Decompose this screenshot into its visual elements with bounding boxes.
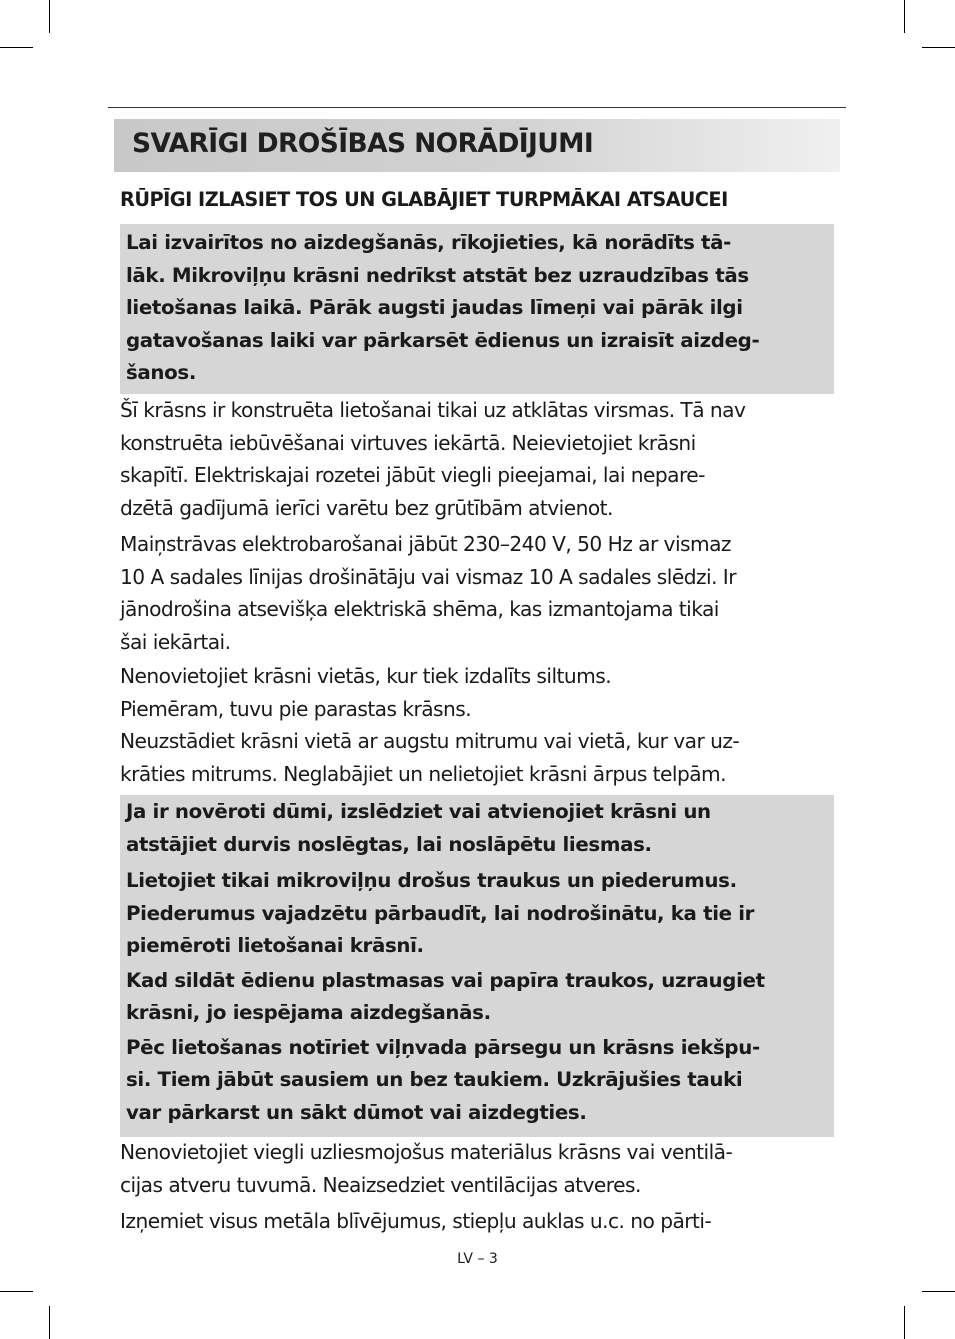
crop-mark — [49, 1306, 50, 1339]
warning-line: lietošanas laikā. Pārāk augsti jaudas līmeņi vai pārāk ilgi — [126, 296, 743, 319]
warning-line: gatavošanas laiki var pārkarsēt ēdienus un izraisīt aizdeg- — [126, 328, 760, 352]
section-title: SVARĪGI DROŠĪBAS NORĀDĪJUMI — [132, 128, 594, 159]
paragraph-line: Nenovietojiet viegli uzliesmojošus materiālus krāsns vai ventilā- — [120, 1140, 733, 1164]
warning-line: var pārkarst un sākt dūmot vai aizdegties. — [126, 1100, 587, 1124]
warning-line: Kad sildāt ēdienu plastmasas vai papīra traukos, uzraugiet — [126, 968, 765, 992]
crop-mark — [904, 0, 905, 33]
subheading: RŪPĪGI IZLASIET TOS UN GLABĀJIET TURPMĀKAI ATSAUCEI — [120, 188, 728, 211]
warning-line: lāk. Mikroviļņu krāsni nedrīkst atstāt bez uzraudzības tās — [126, 263, 749, 287]
paragraph-line: Nenovietojiet krāsni vietās, kur tiek izdalīts siltums. — [120, 664, 612, 688]
paragraph-line: jānodrošina atsevišķa elektriskā shēma, kas izmantojama tikai — [120, 597, 719, 621]
warning-line: Pēc lietošanas notīriet viļņvada pārsegu un krāsns iekšpu- — [126, 1035, 760, 1059]
paragraph-line: cijas atveru tuvumā. Neaizsedziet ventilācijas atveres. — [120, 1172, 641, 1197]
warning-line: Ja ir novēroti dūmi, izslēdziet vai atvienojiet krāsni un — [126, 800, 711, 823]
section-banner — [114, 119, 840, 172]
crop-mark — [0, 1291, 33, 1292]
paragraph-line: konstruēta iebūvēšanai virtuves iekārtā. Neievietojiet krāsni — [120, 430, 696, 455]
paragraph-line: dzētā gadījumā ierīci varētu bez grūtībām atvienot. — [120, 495, 613, 520]
paragraph-5 — [120, 1205, 711, 1238]
paragraph-line: Šī krāsns ir konstruēta lietošanai tikai uz atklātas virsmas. Tā nav — [120, 398, 746, 422]
page-number: LV – 3 — [457, 1251, 498, 1267]
paragraph-line: Neuzstādiet krāsni vietā ar augstu mitrumu vai vietā, kur var uz- — [120, 729, 740, 753]
crop-mark — [922, 47, 955, 48]
warning-line: piemēroti lietošanai krāsnī. — [126, 934, 424, 957]
crop-mark — [904, 1306, 905, 1339]
warning-box-2 — [120, 795, 834, 1137]
paragraph-2 — [120, 528, 736, 658]
paragraph-4 — [120, 1136, 732, 1201]
header-rule — [108, 107, 846, 108]
warning-box-1 — [120, 224, 834, 394]
paragraph-line: krāties mitrums. Neglabājiet un nelietojiet krāsni ārpus telpām. — [120, 761, 727, 786]
paragraph-line: 10 A sadales līnijas drošinātāju vai vismaz 10 A sadales slēdzi. Ir — [120, 564, 736, 589]
paragraph-line: Izņemiet visus metāla blīvējumus, stiepļu auklas u.c. no pārti- — [120, 1209, 712, 1233]
paragraph-3 — [120, 660, 739, 790]
paragraph-1 — [120, 394, 745, 524]
warning-line: šanos. — [126, 361, 196, 384]
paragraph-line: skapītī. Elektriskajai rozetei jābūt viegli pieejamai, lai nepare- — [120, 463, 705, 487]
crop-mark — [0, 47, 33, 48]
warning-line: atstājiet durvis noslēgtas, lai noslāpētu liesmas. — [126, 832, 652, 856]
warning-line: Lietojiet tikai mikroviļņu drošus traukus un piederumus. — [126, 869, 737, 892]
warning-line: Lai izvairītos no aizdegšanās, rīkojieties, kā norādīts tā- — [126, 231, 731, 254]
warning-line: si. Tiem jābūt sausiem un bez taukiem. Uzkrājušies tauki — [126, 1068, 743, 1091]
paragraph-line: Piemēram, tuvu pie parastas krāsns. — [120, 696, 472, 721]
warning-line: krāsni, jo iespējama aizdegšanās. — [126, 1001, 491, 1024]
paragraph-line: Maiņstrāvas elektrobarošanai jābūt 230–240 V, 50 Hz ar vismaz — [120, 532, 731, 556]
paragraph-line: šai iekārtai. — [120, 629, 231, 654]
crop-mark — [49, 0, 50, 33]
warning-line: Piederumus vajadzētu pārbaudīt, lai nodrošinātu, ka tie ir — [126, 901, 755, 925]
crop-mark — [922, 1291, 955, 1292]
